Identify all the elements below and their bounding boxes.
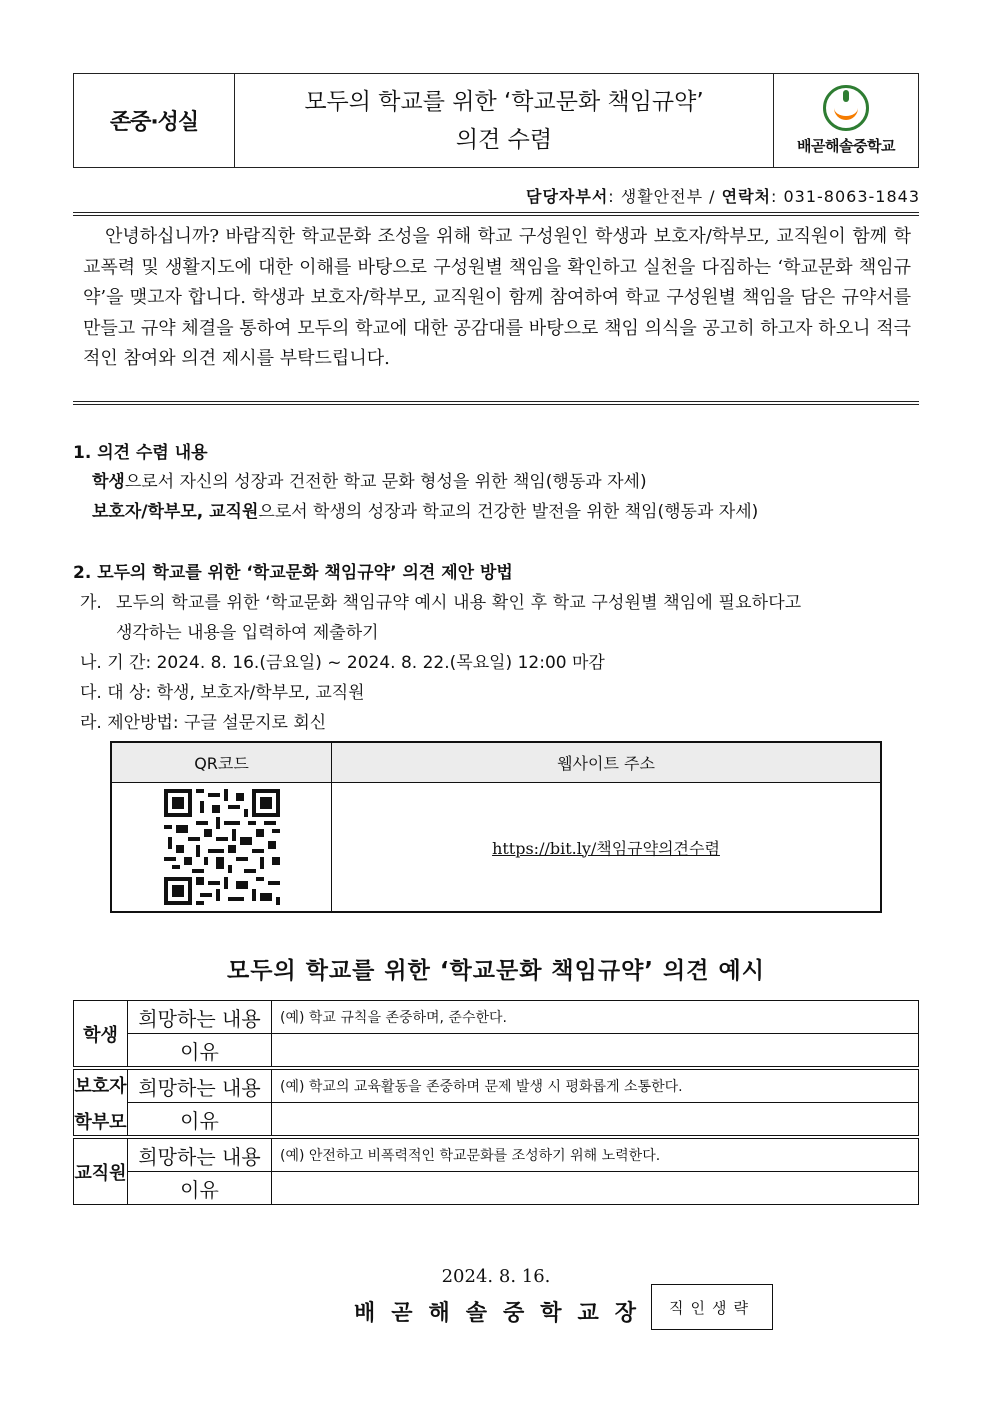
qr-code-cell: [112, 783, 332, 911]
item-ra: 라. 제안방법: 구글 설문지로 회신: [80, 713, 327, 733]
document-title: [235, 74, 774, 167]
issue-date: 2024. 8. 16.: [441, 1266, 551, 1287]
hope-label: 희망하는 내용: [128, 1139, 272, 1172]
hope-label: 희망하는 내용: [128, 1001, 272, 1034]
qr-code-header: QR코드: [112, 743, 332, 782]
intro-paragraph: 안녕하십니까? 바람직한 학교문화 조성을 위해 학교 구성원인 학생과 보호자/학부모, 교직원이 함께 학교폭력 및 생활지도에 대한 이해를 바탕으로 구성원별 책임을 확인하고 실천을 다짐하는 ‘학교문화 책임규약’을 맺고자 합니다. 학생과 보호자/학부모, 교직원이 함께 참여하여 학교 구성원별 책임을 담은 규약서를 만들고 규약 체결을 통하여 모두의 학교에 대한 공감대를 바탕으로 책임 의식을 공고히 하고자 하오니 적극적인 참여와 의견 제시를 부탁드립니다.: [83, 226, 911, 369]
section-1-line-2-bold: 보호자/학부모, 교직원: [92, 502, 259, 522]
value-badge: 존중·성실: [74, 74, 235, 167]
table-row: [74, 1139, 919, 1172]
item-ga-line-1: 모두의 학교를 위한 ‘학교문화 책임규약 예시 내용 확인 후 학교 구성원별 책임에 필요하다고: [116, 593, 802, 613]
seal-omitted-box: 직인생략: [651, 1284, 773, 1330]
title-line-1: 모두의 학교를 위한 ‘학교문화 책임규약’: [304, 88, 704, 115]
department-contact: [526, 184, 920, 207]
table-row: [74, 1172, 919, 1205]
hope-label: 희망하는 내용: [128, 1070, 272, 1103]
group-staff: 교직원: [74, 1139, 128, 1205]
survey-url-link[interactable]: https://bit.ly/책임규약의견수렴: [492, 838, 720, 858]
divider-top: [73, 212, 919, 216]
reason-label: 이유: [128, 1034, 272, 1067]
group-parent: [74, 1070, 128, 1136]
survey-link-table: [110, 741, 882, 913]
staff-hope-value[interactable]: (예) 안전하고 비폭력적인 학교문화를 조성하기 위해 노력한다.: [272, 1139, 919, 1172]
section-1-line-1: [92, 467, 647, 492]
section-1-line-2-text: 으로서 학생의 성장과 학교의 건강한 발전을 위한 책임(행동과 자세): [258, 502, 759, 522]
website-cell: [332, 783, 880, 911]
table-row: [74, 1001, 919, 1034]
parent-hope-value[interactable]: (예) 학교의 교육활동을 존중하며 문제 발생 시 평화롭게 소통한다.: [272, 1070, 919, 1103]
student-reason-value[interactable]: [272, 1034, 919, 1067]
section-2-title: 2. 모두의 학교를 위한 ‘학교문화 책임규약’ 의견 제안 방법: [73, 563, 513, 583]
dept-label: 담당자부서: [526, 187, 609, 206]
item-ga-line-2: 생각하는 내용을 입력하여 제출하기: [116, 623, 379, 643]
table-row: [74, 1070, 919, 1103]
survey-link-table-header: [112, 743, 880, 783]
item-na: 나. 기 간: 2024. 8. 16.(금요일) ~ 2024. 8. 22.(목요일) 12:00 마감: [80, 653, 605, 673]
example-table: [73, 1000, 919, 1205]
school-emblem-icon: [823, 85, 869, 131]
section-1-title: 1. 의견 수렴 내용: [73, 443, 208, 463]
group-parent-line-1: 보호자: [74, 1075, 127, 1097]
qr-code-icon[interactable]: [164, 789, 280, 905]
staff-reason-value[interactable]: [272, 1172, 919, 1205]
document-header: [73, 73, 919, 168]
divider-bottom: [73, 401, 919, 405]
parent-reason-value[interactable]: [272, 1103, 919, 1136]
section-1-line-1-text: 으로서 자신의 성장과 건전한 학교 문화 형성을 위한 책임(행동과 자세): [124, 472, 647, 492]
contact-label: 연락처: [721, 187, 771, 206]
contact-value: : 031-8063-1843: [771, 187, 920, 206]
school-logo-text: 배곧해솔중학교: [797, 137, 895, 155]
title-line-2: 의견 수렴: [455, 126, 553, 153]
section-1-line-2: [92, 497, 758, 522]
section-1-line-1-bold: 학생: [92, 472, 125, 492]
table-row: [74, 1103, 919, 1136]
item-ga-label: 가.: [80, 593, 102, 613]
group-student: 학생: [74, 1001, 128, 1067]
principal-signature: 배곧해솔중학교장: [354, 1301, 653, 1326]
dept-value: : 생활안전부 /: [608, 187, 716, 206]
student-hope-value[interactable]: (예) 학교 규칙을 존중하며, 준수한다.: [272, 1001, 919, 1034]
school-logo: [774, 74, 918, 167]
group-parent-line-2: 학부모: [74, 1111, 127, 1133]
reason-label: 이유: [128, 1103, 272, 1136]
reason-label: 이유: [128, 1172, 272, 1205]
example-title: 모두의 학교를 위한 ‘학교문화 책임규약’ 의견 예시: [227, 958, 765, 984]
website-header: 웹사이트 주소: [557, 754, 655, 773]
table-row: [74, 1034, 919, 1067]
item-da: 다. 대 상: 학생, 보호자/학부모, 교직원: [80, 683, 365, 703]
